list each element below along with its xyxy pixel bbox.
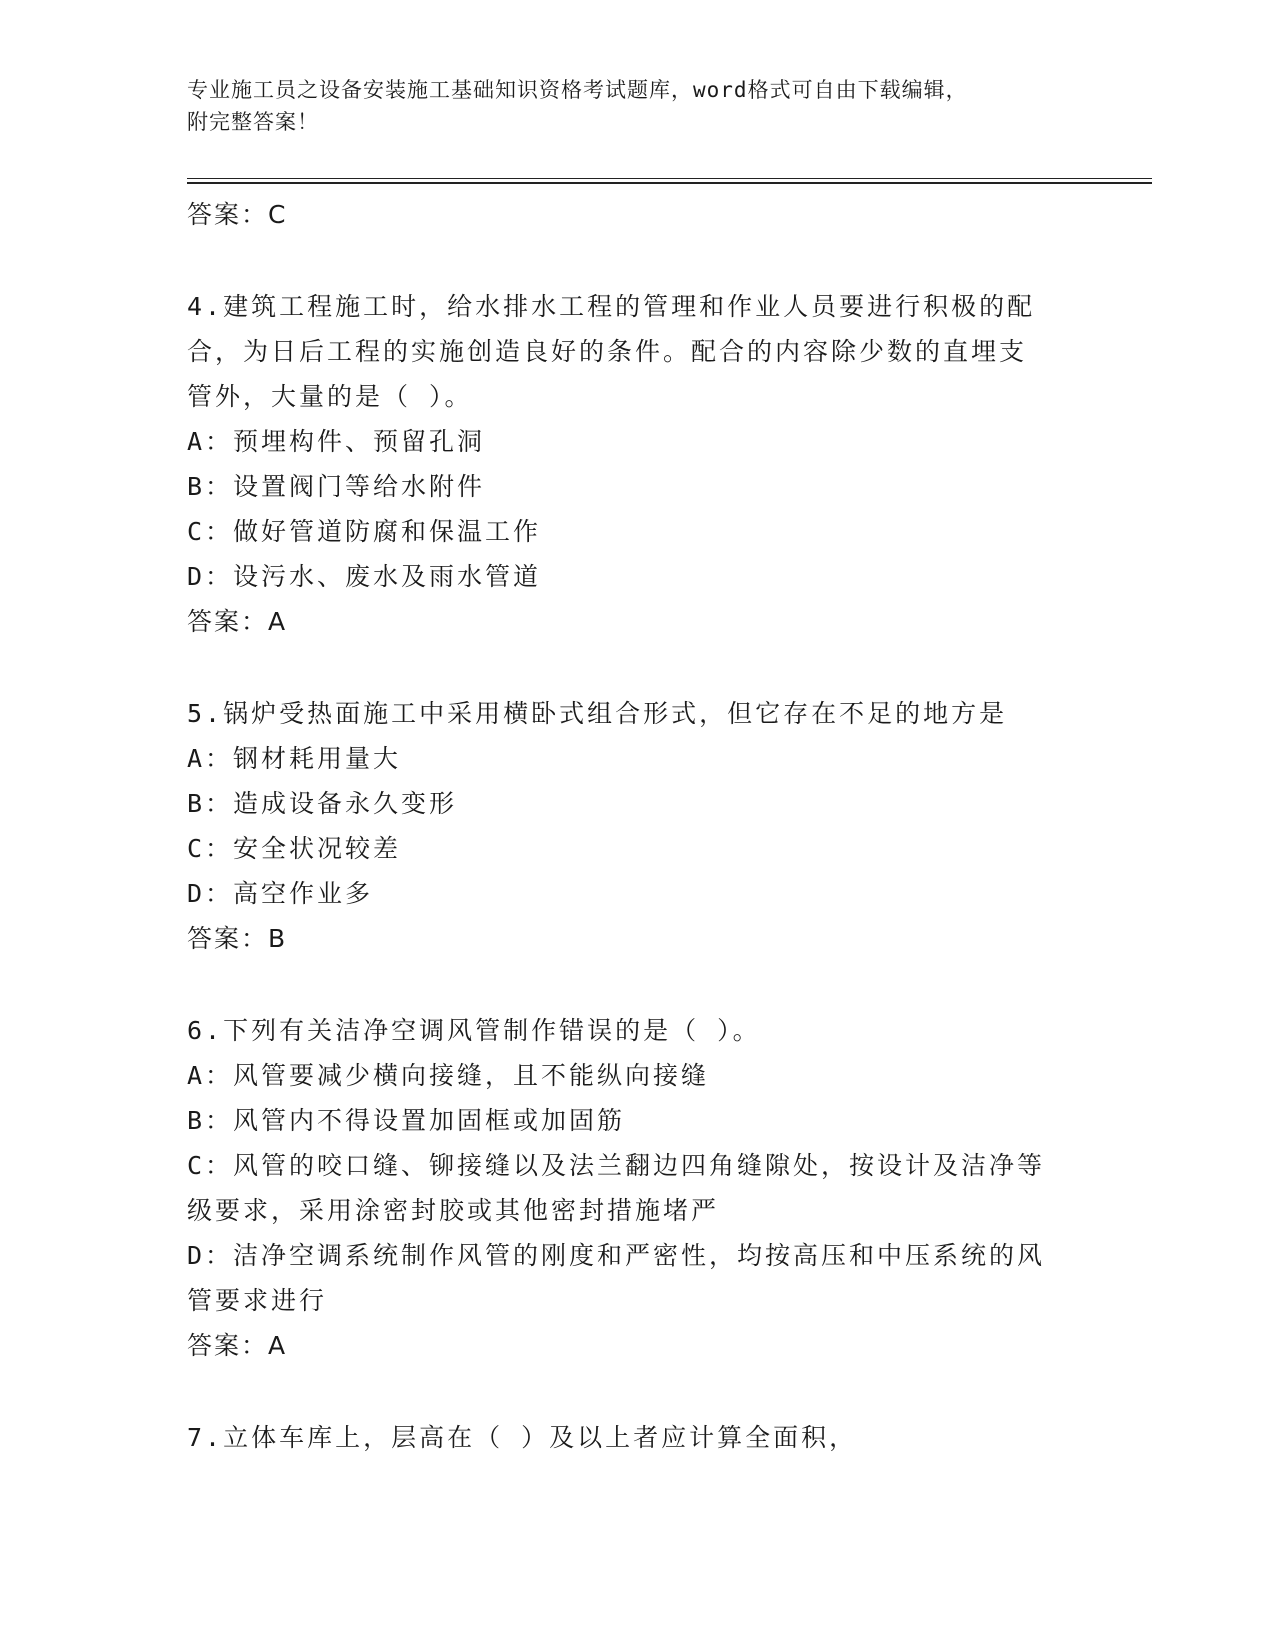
- answer-label: 答案：A: [187, 1331, 288, 1360]
- document-header: [187, 74, 1067, 138]
- spacer: [187, 1368, 1087, 1415]
- header-rule-thin: [187, 178, 1152, 179]
- question-4: [187, 284, 1087, 644]
- question-stem: 7.立体车库上，层高在（ ）及以上者应计算全面积，: [187, 1423, 858, 1452]
- question-5: [187, 691, 1087, 961]
- option-c-continued: 级要求，采用涂密封胶或其他密封措施堵严: [187, 1196, 720, 1225]
- option-a: A：钢材耗用量大: [187, 744, 402, 773]
- question-list: [187, 192, 1087, 1460]
- header-rule-thick: [187, 182, 1152, 184]
- option-d: D：洁净空调系统制作风管的刚度和严密性，均按高压和中压系统的风: [187, 1241, 1046, 1270]
- option-c: C：做好管道防腐和保温工作: [187, 517, 542, 546]
- option-c: C：安全状况较差: [187, 834, 402, 863]
- header-line-1: 专业施工员之设备安装施工基础知识资格考试题库，word格式可自由下载编辑，: [187, 78, 968, 102]
- option-d: D：设污水、废水及雨水管道: [187, 562, 542, 591]
- question-7: [187, 1415, 1087, 1460]
- question-stem: 管外，大量的是（ ）。: [187, 382, 473, 411]
- question-stem: 合，为日后工程的实施创造良好的条件。配合的内容除少数的直埋支: [187, 337, 1028, 366]
- question-stem: 4.建筑工程施工时，给水排水工程的管理和作业人员要进行积极的配: [187, 292, 1036, 321]
- option-a: A：风管要减少横向接缝，且不能纵向接缝: [187, 1061, 710, 1090]
- header-line-2: 附完整答案！: [187, 110, 319, 134]
- answer-label: 答案：A: [187, 607, 288, 636]
- option-b: B：设置阀门等给水附件: [187, 472, 486, 501]
- answer-label: 答案：B: [187, 924, 288, 953]
- question-6: [187, 1008, 1087, 1368]
- previous-answer: 答案：C: [187, 200, 288, 229]
- option-b: B：造成设备永久变形: [187, 789, 458, 818]
- option-a: A：预埋构件、预留孔洞: [187, 427, 486, 456]
- question-stem: 6.下列有关洁净空调风管制作错误的是（ ）。: [187, 1016, 761, 1045]
- option-d-continued: 管要求进行: [187, 1286, 328, 1315]
- spacer: [187, 237, 1087, 284]
- spacer: [187, 644, 1087, 691]
- question-stem: 5.锅炉受热面施工中采用横卧式组合形式，但它存在不足的地方是: [187, 699, 1008, 728]
- spacer: [187, 961, 1087, 1008]
- option-c: C：风管的咬口缝、铆接缝以及法兰翻边四角缝隙处，按设计及洁净等: [187, 1151, 1046, 1180]
- option-d: D：高空作业多: [187, 879, 374, 908]
- option-b: B：风管内不得设置加固框或加固筋: [187, 1106, 626, 1135]
